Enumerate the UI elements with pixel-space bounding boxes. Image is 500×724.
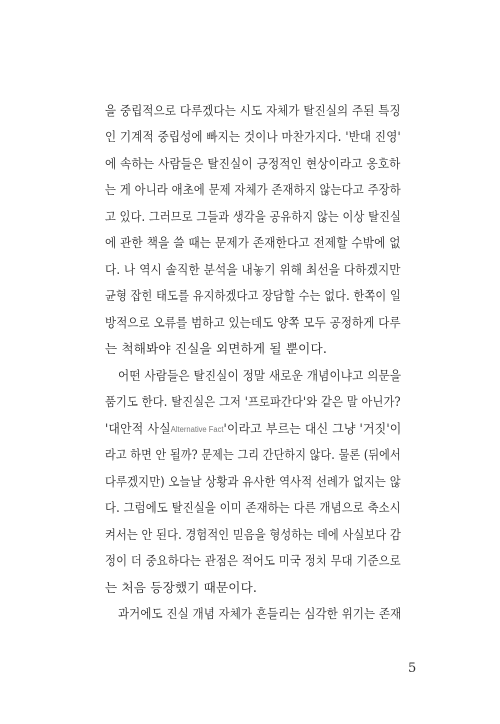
text-line: 에 관한 책을 쓸 때는 문제가 존재한다고 전제할 수밖에 없 xyxy=(105,235,401,250)
text-line: 방적으로 오류를 범하고 있는데도 양쪽 모두 공정하게 다루 xyxy=(105,315,401,330)
text-line: 라고 하면 안 될까? 문제는 그리 간단하지 않다. 물론 (뒤에서 xyxy=(105,447,401,462)
text-line: 품기도 한다. 탈진실은 그저 '프로파간다'와 같은 말 아닌가? xyxy=(105,394,401,409)
text-line: 다. 그럼에도 탈진실을 이미 존재하는 다른 개념으로 축소시 xyxy=(105,500,401,515)
text-line: 다. 나 역시 솔직한 분석을 내놓기 위해 최선을 다하겠지만 xyxy=(105,262,401,277)
page-number: 5 xyxy=(408,661,417,676)
text-line: 균형 잡힌 태도를 유지하겠다고 장담할 수는 없다. 한쪽이 일 xyxy=(105,288,401,303)
text-line: 는 게 아니라 애초에 문제 자체가 존재하지 않는다고 주장하 xyxy=(105,182,401,197)
text-line: 켜서는 안 된다. 경험적인 믿음을 형성하는 데에 사실보다 감 xyxy=(105,527,401,542)
text-line: 에 속하는 사람들은 탈진실이 긍정적인 현상이라고 옹호하 xyxy=(105,156,401,171)
text-line: 다루겠지만) 오늘날 상황과 유사한 역사적 선례가 없지는 않 xyxy=(105,474,401,489)
text-line: 인 기계적 중립성에 빠지는 것이나 마찬가지다. '반대 진영' xyxy=(105,129,401,144)
text-line: 정이 더 중요하다는 관점은 적어도 미국 정치 무대 기준으로 xyxy=(105,553,401,568)
paragraph-start-line: 과거에도 진실 개념 자체가 흔들리는 심각한 위기는 존재 xyxy=(118,606,402,621)
text-line-with-annotation xyxy=(105,421,402,438)
text-line: 는 처음 등장했기 때문이다. xyxy=(105,580,258,595)
english-annotation: Alternative Fact xyxy=(170,425,224,434)
text-line: 는 척해봐야 진실을 외면하게 될 뿐이다. xyxy=(105,341,327,356)
text-line: 고 있다. 그러므로 그들과 생각을 공유하지 않는 이상 탈진실 xyxy=(105,209,401,224)
paragraph-start-line: 어떤 사람들은 탈진실이 정말 새로운 개념이냐고 의문을 xyxy=(118,368,402,383)
text-segment: '이라고 부르는 대신 그냥 '거짓'이 xyxy=(223,421,402,436)
text-segment: '대안적 사실 xyxy=(105,421,171,436)
text-line: 을 중립적으로 다루겠다는 시도 자체가 탈진실의 주된 특징 xyxy=(105,103,401,118)
